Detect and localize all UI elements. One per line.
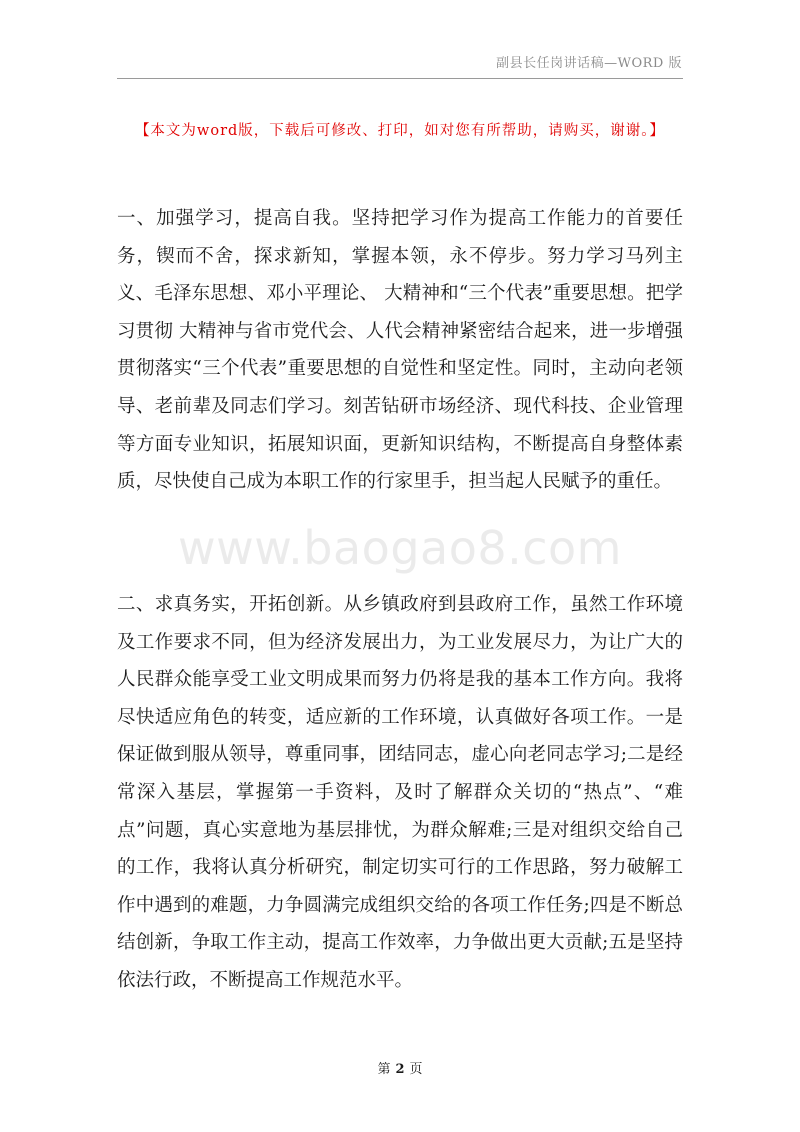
page-prefix: 第 [377,1062,391,1077]
purchase-notice: 【本文为word版，下载后可修改、打印，如对您有所帮助，请购买，谢谢。】 [134,123,666,139]
running-header: 副县长任岗讲话稿—WORD 版 [496,56,682,71]
page-suffix: 页 [409,1062,423,1077]
header-divider [117,78,683,79]
paragraph-learning: 一、加强学习，提高自我。坚持把学习作为提高工作能力的首要任务，锲而不舍，探求新知，掌握本领，永不停步。努力学习马列主义、毛泽东思想、邓小平理论、 大精神和“三个代表”重要思想。把学习贯彻 大精神与省市党代会、人代会精神紧密结合起来，进一步增强贯彻落实“三个代表”重要思想的自觉性和坚定性。同时，主动向老领导、老前辈及同志们学习。刻苦钻研市场经济、现代科技、企业管理等方面专业知识，拓展知识面，更新知识结构，不断提高自身整体素质，尽快使自己成为本职工作的行家里手，担当起人民赋予的重任。 [117,208,683,493]
page-number: 2 [395,1062,405,1077]
watermark: www.baogao8.com [178,521,622,575]
page-footer [0,1058,800,1077]
paragraph-innovation: 二、求真务实，开拓创新。从乡镇政府到县政府工作，虽然工作环境及工作要求不同，但为经济发展出力，为工业发展尽力，为让广大的人民群众能享受工业文明成果而努力仍将是我的基本工作方向。我将尽快适应角色的转变，适应新的工作环境，认真做好各项工作。一是保证做到服从领导，尊重同事，团结同志，虚心向老同志学习;二是经常深入基层，掌握第一手资料，及时了解群众关切的“热点”、“难点”问题，真心实意地为基层排忧，为群众解难;三是对组织交给自己的工作，我将认真分析研究，制定切实可行的工作思路，努力破解工作中遇到的难题，力争圆满完成组织交给的各项工作任务;四是不断总结创新，争取工作主动，提高工作效率，力争做出更大贡献;五是坚持依法行政，不断提高工作规范水平。 [117,594,683,991]
